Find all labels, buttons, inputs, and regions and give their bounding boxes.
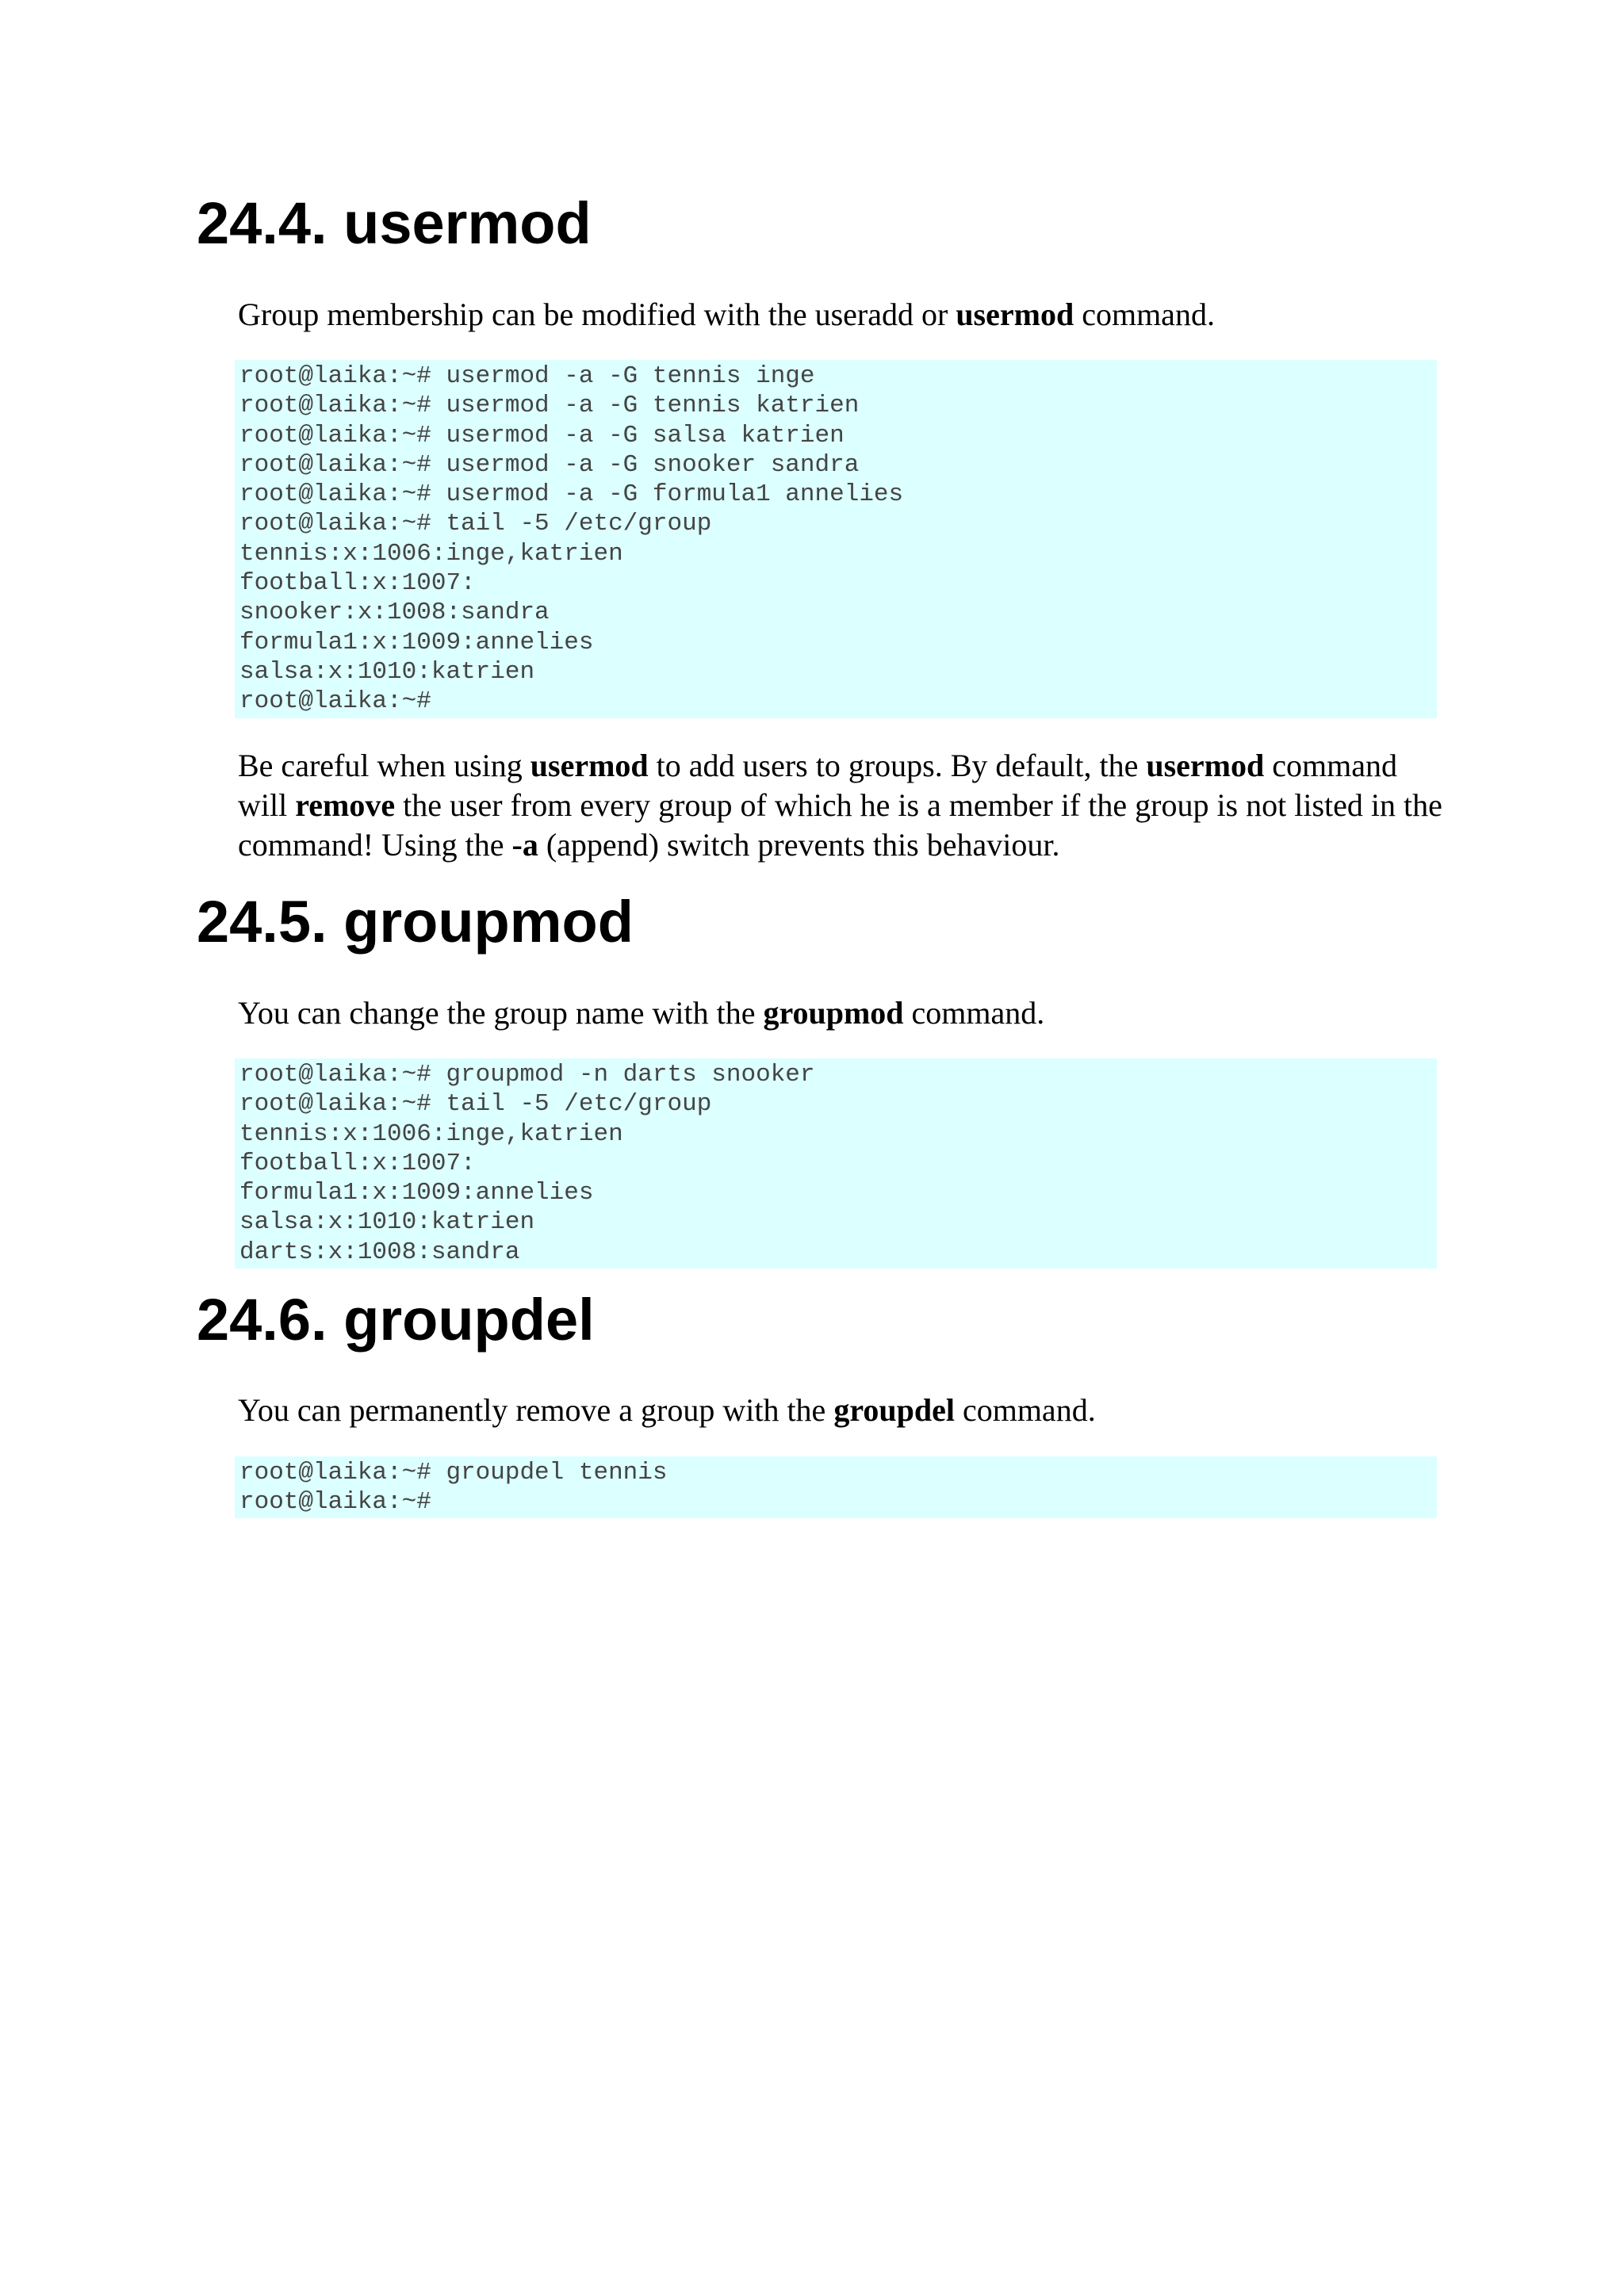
- note-text: command will: [238, 748, 1397, 823]
- code-line: snooker:x:1008:sandra: [239, 599, 550, 627]
- code-line: root@laika:~# usermod -a -G salsa katrien: [239, 421, 845, 450]
- code-line: salsa:x:1010:katrien: [239, 657, 535, 686]
- groupmod-intro-paragraph: [238, 993, 1443, 1033]
- code-line: root@laika:~# tail -5 /etc/group: [239, 1090, 712, 1119]
- command-name: usermod: [530, 748, 649, 783]
- intro-text: You can change the group name with the: [238, 995, 764, 1031]
- code-line: football:x:1007:: [239, 1149, 476, 1177]
- command-name: usermod: [1146, 748, 1265, 783]
- usermod-warning-paragraph: [238, 746, 1443, 865]
- code-line: root@laika:~# usermod -a -G tennis inge: [239, 362, 815, 390]
- section-heading-groupmod: 24.5. groupmod: [197, 889, 634, 955]
- note-text: the user from every group of which he is a member if the group is not listed in the command! Using the: [238, 787, 1442, 863]
- switch-name: -a: [511, 827, 538, 863]
- code-line: root@laika:~# usermod -a -G tennis katrien: [239, 392, 860, 420]
- code-line: formula1:x:1009:annelies: [239, 628, 594, 656]
- intro-text: command.: [1074, 297, 1215, 332]
- command-name: groupmod: [763, 995, 904, 1031]
- command-name: groupdel: [833, 1392, 955, 1428]
- note-text: (append) switch prevents this behaviour.: [538, 827, 1060, 863]
- code-line: root@laika:~# usermod -a -G snooker sandra: [239, 450, 860, 479]
- emphasis: remove: [295, 787, 396, 823]
- groupdel-code-block: [235, 1456, 1437, 1518]
- section-heading-groupdel: 24.6. groupdel: [197, 1287, 595, 1353]
- intro-text: command.: [954, 1392, 1096, 1428]
- command-name: usermod: [956, 297, 1074, 332]
- code-line: root@laika:~# tail -5 /etc/group: [239, 510, 712, 538]
- code-line: formula1:x:1009:annelies: [239, 1179, 594, 1207]
- code-line: tennis:x:1006:inge,katrien: [239, 1119, 623, 1148]
- intro-text: Group membership can be modified with the useradd or: [238, 297, 956, 332]
- code-line: root@laika:~# usermod -a -G formula1 annelies: [239, 480, 904, 509]
- code-line: tennis:x:1006:inge,katrien: [239, 539, 623, 568]
- usermod-intro-paragraph: [238, 295, 1443, 335]
- groupdel-intro-paragraph: [238, 1391, 1443, 1430]
- note-text: Be careful when using: [238, 748, 530, 783]
- code-line: root@laika:~#: [239, 687, 431, 716]
- code-line: root@laika:~# groupmod -n darts snooker: [239, 1061, 815, 1089]
- section-heading-usermod: 24.4. usermod: [197, 190, 592, 256]
- usermod-code-block: [235, 360, 1437, 718]
- code-line: salsa:x:1010:katrien: [239, 1208, 535, 1237]
- code-line: football:x:1007:: [239, 569, 476, 598]
- groupmod-code-block: [235, 1058, 1437, 1269]
- note-text: to add users to groups. By default, the: [648, 748, 1147, 783]
- code-line: root@laika:~# groupdel tennis: [239, 1459, 668, 1487]
- intro-text: command.: [903, 995, 1045, 1031]
- code-line: root@laika:~#: [239, 1488, 431, 1517]
- intro-text: You can permanently remove a group with the: [238, 1392, 834, 1428]
- code-line: darts:x:1008:sandra: [239, 1238, 520, 1266]
